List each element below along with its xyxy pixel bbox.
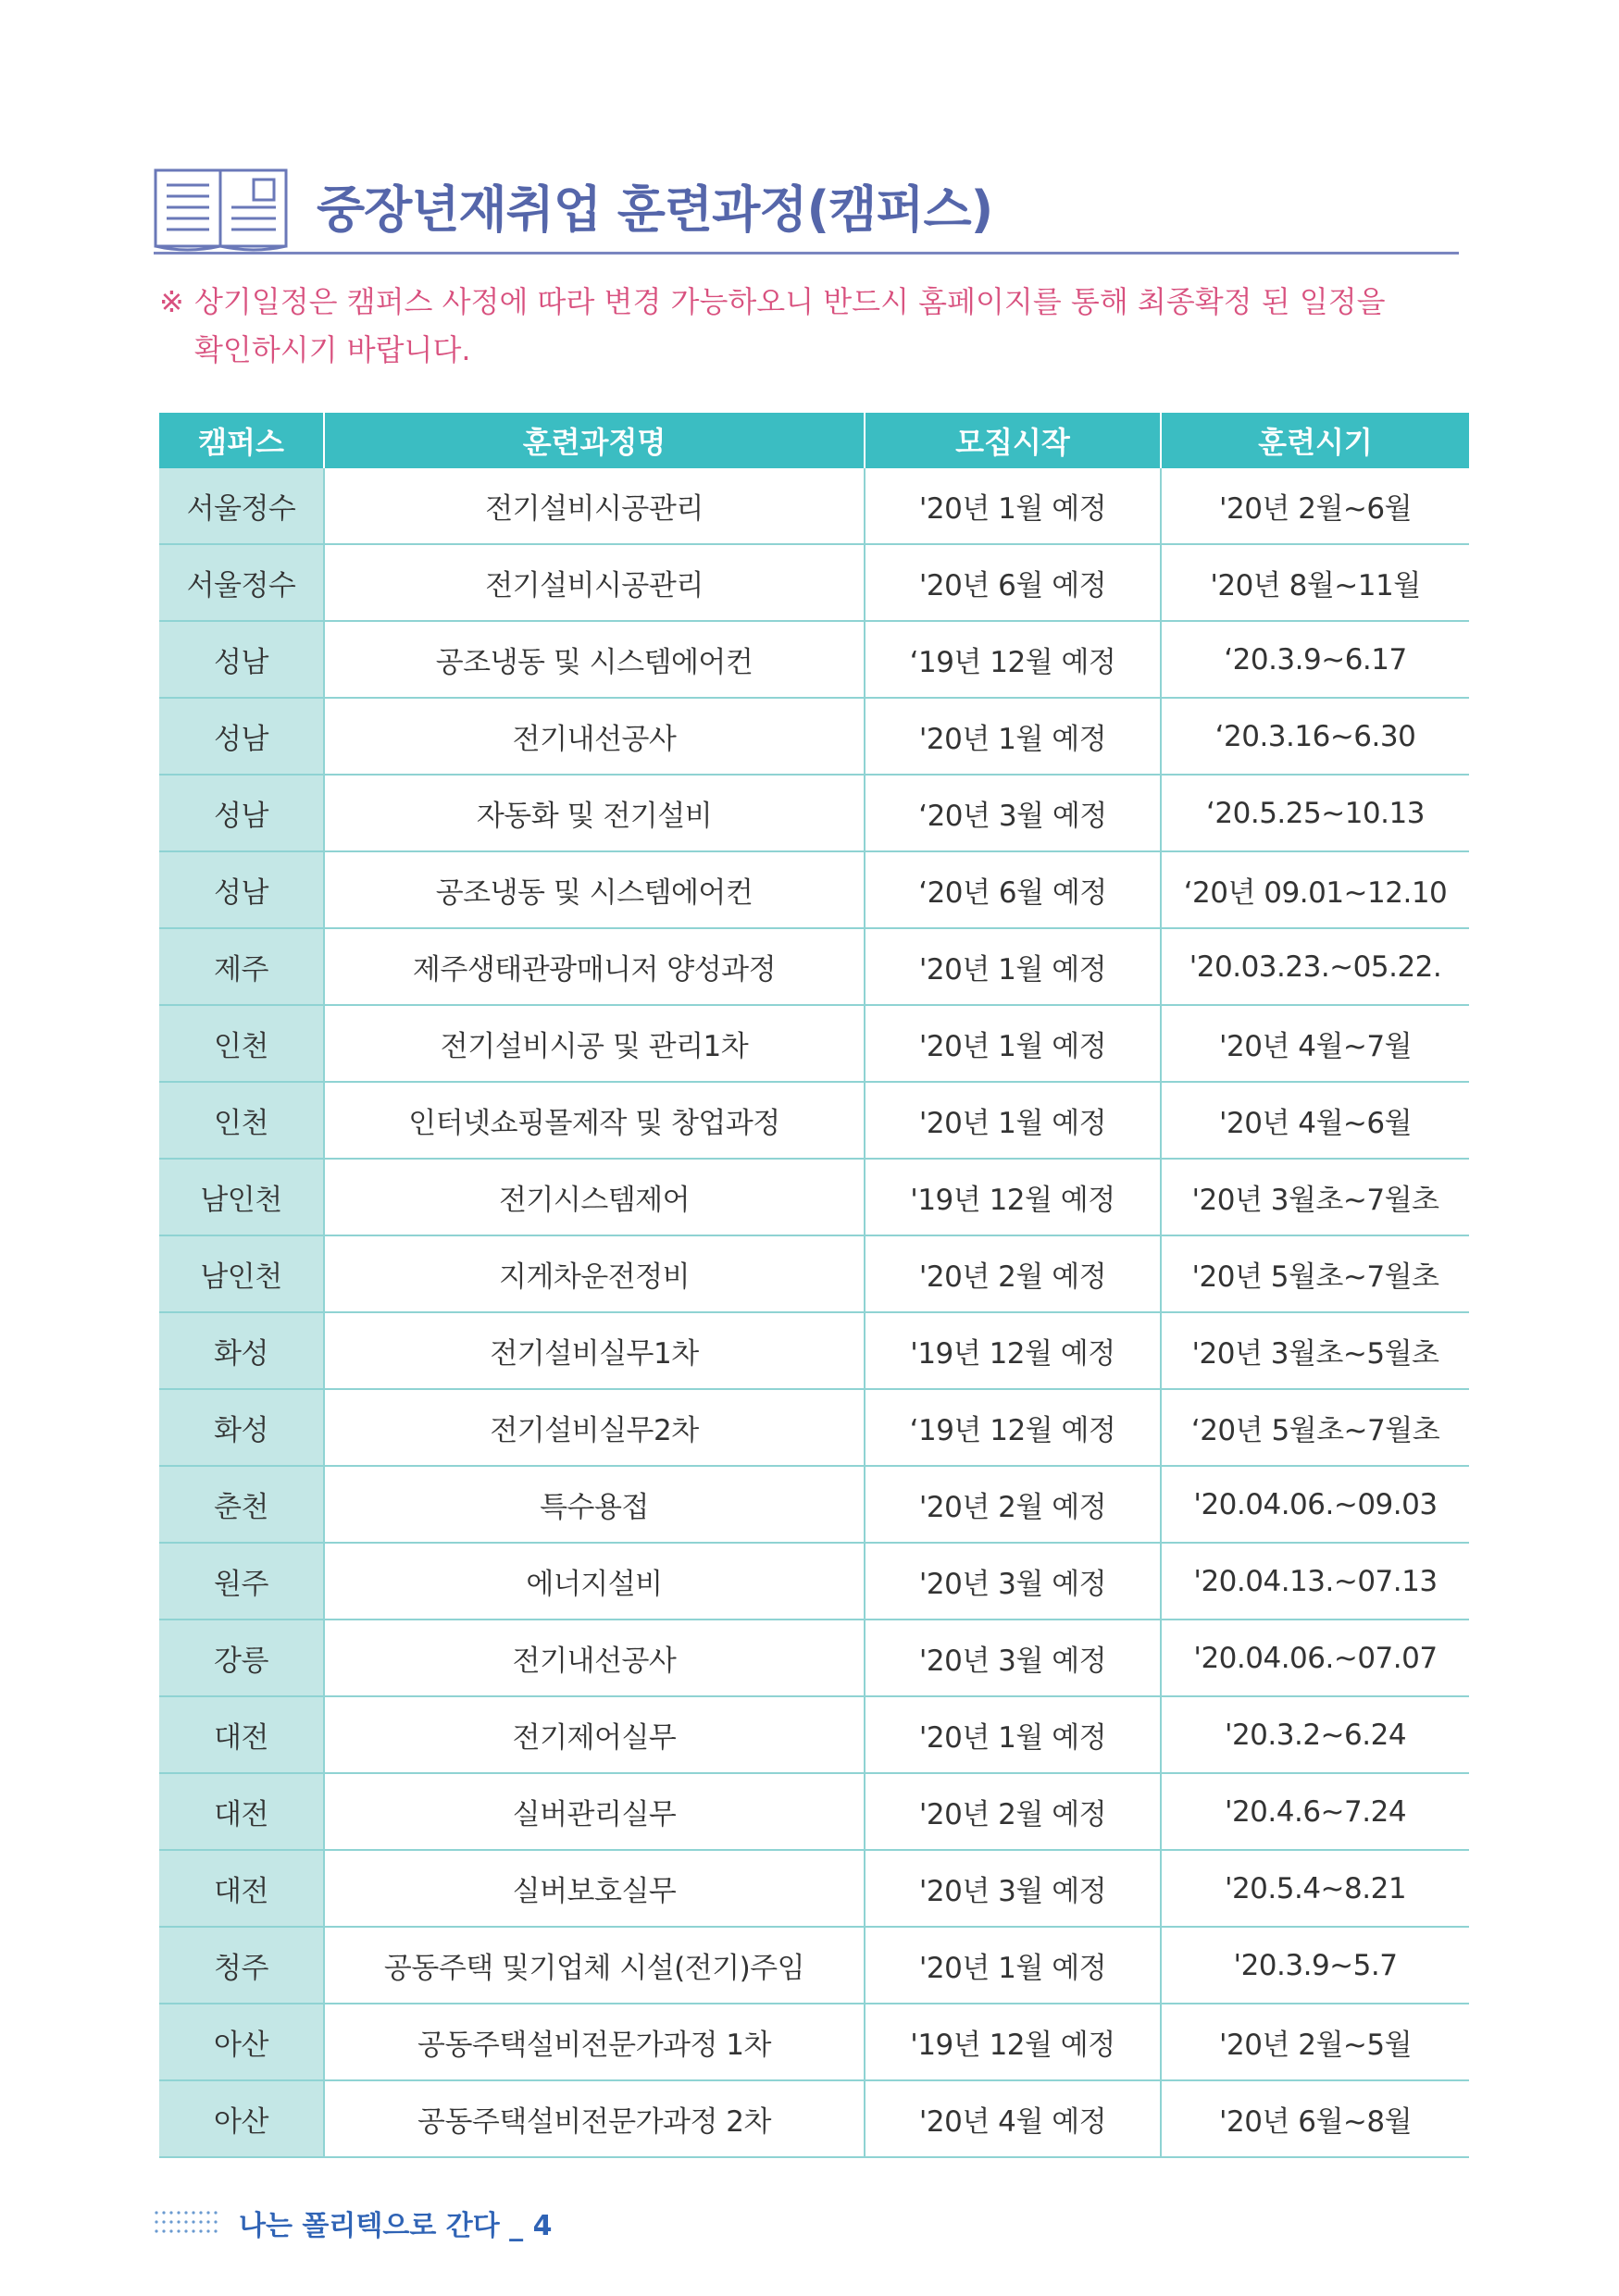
- course-name-cell: 실버보호실무: [324, 1850, 865, 1927]
- campus-cell: 화성: [159, 1389, 324, 1466]
- notice-text: [159, 278, 1455, 374]
- page-title: 중장년재취업 훈련과정(캠퍼스): [317, 180, 993, 239]
- table-row: [159, 1235, 1469, 1312]
- recruit-start-cell: '20년 3월 예정: [865, 1850, 1161, 1927]
- recruit-start-cell: '20년 1월 예정: [865, 1696, 1161, 1773]
- campus-cell: 청주: [159, 1927, 324, 2004]
- course-name-cell: 전기설비시공관리: [324, 468, 865, 544]
- course-name-cell: 전기설비시공 및 관리1차: [324, 1005, 865, 1082]
- training-period-cell: ‘20.5.25~10.13: [1161, 775, 1469, 851]
- table-row: [159, 1082, 1469, 1159]
- campus-cell: 서울정수: [159, 544, 324, 621]
- table-row: [159, 1696, 1469, 1773]
- campus-cell: 남인천: [159, 1159, 324, 1235]
- campus-cell: 화성: [159, 1312, 324, 1389]
- training-period-cell: '20.5.4~8.21: [1161, 1850, 1469, 1927]
- table-row: [159, 1389, 1469, 1466]
- recruit-start-cell: '20년 6월 예정: [865, 544, 1161, 621]
- table-row: [159, 1466, 1469, 1543]
- training-period-cell: '20년 8월~11월: [1161, 544, 1469, 621]
- recruit-start-cell: '19년 12월 예정: [865, 1159, 1161, 1235]
- table-row: [159, 1773, 1469, 1850]
- campus-cell: 제주: [159, 928, 324, 1005]
- table-row: [159, 1620, 1469, 1696]
- course-name-cell: 인터넷쇼핑몰제작 및 창업과정: [324, 1082, 865, 1159]
- training-period-cell: '20년 4월~6월: [1161, 1082, 1469, 1159]
- campus-cell: 성남: [159, 851, 324, 928]
- course-name-cell: 공조냉동 및 시스템에어컨: [324, 621, 865, 698]
- reference-mark: ※: [159, 284, 184, 319]
- recruit-start-cell: ‘19년 12월 예정: [865, 1389, 1161, 1466]
- course-name-cell: 특수용접: [324, 1466, 865, 1543]
- campus-cell: 성남: [159, 698, 324, 775]
- page-header: [154, 165, 1459, 254]
- notice-line-2: 확인하시기 바랍니다.: [194, 332, 471, 367]
- training-period-cell: '20년 3월초~5월초: [1161, 1312, 1469, 1389]
- table-row: [159, 1005, 1469, 1082]
- course-name-cell: 전기내선공사: [324, 698, 865, 775]
- campus-cell: 서울정수: [159, 468, 324, 544]
- training-period-cell: ‘20.3.9~6.17: [1161, 621, 1469, 698]
- training-period-cell: '20년 3월초~7월초: [1161, 1159, 1469, 1235]
- training-period-cell: '20.04.06.~07.07: [1161, 1620, 1469, 1696]
- campus-cell: 아산: [159, 2080, 324, 2157]
- table-row: [159, 468, 1469, 544]
- table-row: [159, 1543, 1469, 1620]
- course-name-cell: 전기내선공사: [324, 1620, 865, 1696]
- training-period-cell: '20.3.9~5.7: [1161, 1927, 1469, 2004]
- training-period-cell: '20년 5월초~7월초: [1161, 1235, 1469, 1312]
- recruit-start-cell: ‘19년 12월 예정: [865, 621, 1161, 698]
- course-name-cell: 전기시스템제어: [324, 1159, 865, 1235]
- campus-cell: 대전: [159, 1850, 324, 1927]
- table-row: [159, 2004, 1469, 2080]
- recruit-start-cell: '19년 12월 예정: [865, 1312, 1161, 1389]
- footer-page-label: 나는 폴리텍으로 간다 _ 4: [239, 2210, 553, 2242]
- table-row: [159, 621, 1469, 698]
- campus-cell: 인천: [159, 1082, 324, 1159]
- header-campus: 캠퍼스: [159, 413, 324, 468]
- recruit-start-cell: '20년 2월 예정: [865, 1235, 1161, 1312]
- training-period-cell: '20.04.06.~09.03: [1161, 1466, 1469, 1543]
- recruit-start-cell: '20년 1월 예정: [865, 468, 1161, 544]
- title-underline: [154, 252, 1459, 254]
- course-name-cell: 자동화 및 전기설비: [324, 775, 865, 851]
- table-row: [159, 775, 1469, 851]
- campus-cell: 인천: [159, 1005, 324, 1082]
- table-row: [159, 851, 1469, 928]
- table-row: [159, 1850, 1469, 1927]
- table-header-row: [159, 413, 1469, 468]
- training-period-cell: '20.4.6~7.24: [1161, 1773, 1469, 1850]
- course-name-cell: 전기설비실무1차: [324, 1312, 865, 1389]
- recruit-start-cell: '20년 1월 예정: [865, 928, 1161, 1005]
- campus-cell: 강릉: [159, 1620, 324, 1696]
- recruit-start-cell: ‘20년 6월 예정: [865, 851, 1161, 928]
- campus-cell: 성남: [159, 775, 324, 851]
- table-row: [159, 1927, 1469, 2004]
- recruit-start-cell: '20년 3월 예정: [865, 1543, 1161, 1620]
- recruit-start-cell: '20년 2월 예정: [865, 1466, 1161, 1543]
- recruit-start-cell: '20년 1월 예정: [865, 698, 1161, 775]
- training-period-cell: '20년 2월~6월: [1161, 468, 1469, 544]
- training-period-cell: ‘20년 09.01~12.10: [1161, 851, 1469, 928]
- campus-cell: 대전: [159, 1773, 324, 1850]
- recruit-start-cell: '20년 3월 예정: [865, 1620, 1161, 1696]
- dotted-pattern-icon: [154, 2210, 218, 2234]
- course-name-cell: 에너지설비: [324, 1543, 865, 1620]
- training-period-cell: '20.04.13.~07.13: [1161, 1543, 1469, 1620]
- course-name-cell: 제주생태관광매니저 양성과정: [324, 928, 865, 1005]
- table-row: [159, 1312, 1469, 1389]
- header-recruit-start: 모집시작: [865, 413, 1161, 468]
- table-row: [159, 1159, 1469, 1235]
- table-row: [159, 698, 1469, 775]
- campus-cell: 성남: [159, 621, 324, 698]
- table-row: [159, 928, 1469, 1005]
- training-schedule-table: [159, 413, 1469, 2158]
- notice-line-1: 상기일정은 캠퍼스 사정에 따라 변경 가능하오니 반드시 홈페이지를 통해 최종확정 된 일정을: [194, 284, 1386, 319]
- course-name-cell: 지게차운전정비: [324, 1235, 865, 1312]
- course-name-cell: 실버관리실무: [324, 1773, 865, 1850]
- training-period-cell: '20년 2월~5월: [1161, 2004, 1469, 2080]
- course-name-cell: 공동주택설비전문가과정 2차: [324, 2080, 865, 2157]
- campus-cell: 원주: [159, 1543, 324, 1620]
- training-period-cell: '20년 4월~7월: [1161, 1005, 1469, 1082]
- course-name-cell: 전기설비시공관리: [324, 544, 865, 621]
- training-period-cell: '20년 6월~8월: [1161, 2080, 1469, 2157]
- training-period-cell: ‘20년 5월초~7월초: [1161, 1389, 1469, 1466]
- recruit-start-cell: '20년 4월 예정: [865, 2080, 1161, 2157]
- campus-cell: 춘천: [159, 1466, 324, 1543]
- table-row: [159, 2080, 1469, 2157]
- recruit-start-cell: ‘20년 3월 예정: [865, 775, 1161, 851]
- course-name-cell: 공동주택 및기업체 시설(전기)주임: [324, 1927, 865, 2004]
- recruit-start-cell: '20년 1월 예정: [865, 1005, 1161, 1082]
- recruit-start-cell: '19년 12월 예정: [865, 2004, 1161, 2080]
- campus-cell: 아산: [159, 2004, 324, 2080]
- training-period-cell: '20.3.2~6.24: [1161, 1696, 1469, 1773]
- recruit-start-cell: '20년 1월 예정: [865, 1927, 1161, 2004]
- campus-cell: 남인천: [159, 1235, 324, 1312]
- header-training-period: 훈련시기: [1161, 413, 1469, 468]
- training-period-cell: '20.03.23.~05.22.: [1161, 928, 1469, 1005]
- recruit-start-cell: '20년 2월 예정: [865, 1773, 1161, 1850]
- course-name-cell: 전기설비실무2차: [324, 1389, 865, 1466]
- header-course-name: 훈련과정명: [324, 413, 865, 468]
- course-name-cell: 전기제어실무: [324, 1696, 865, 1773]
- campus-cell: 대전: [159, 1696, 324, 1773]
- table-row: [159, 544, 1469, 621]
- recruit-start-cell: '20년 1월 예정: [865, 1082, 1161, 1159]
- training-period-cell: ‘20.3.16~6.30: [1161, 698, 1469, 775]
- open-book-icon: [154, 165, 288, 254]
- course-name-cell: 공조냉동 및 시스템에어컨: [324, 851, 865, 928]
- course-name-cell: 공동주택설비전문가과정 1차: [324, 2004, 865, 2080]
